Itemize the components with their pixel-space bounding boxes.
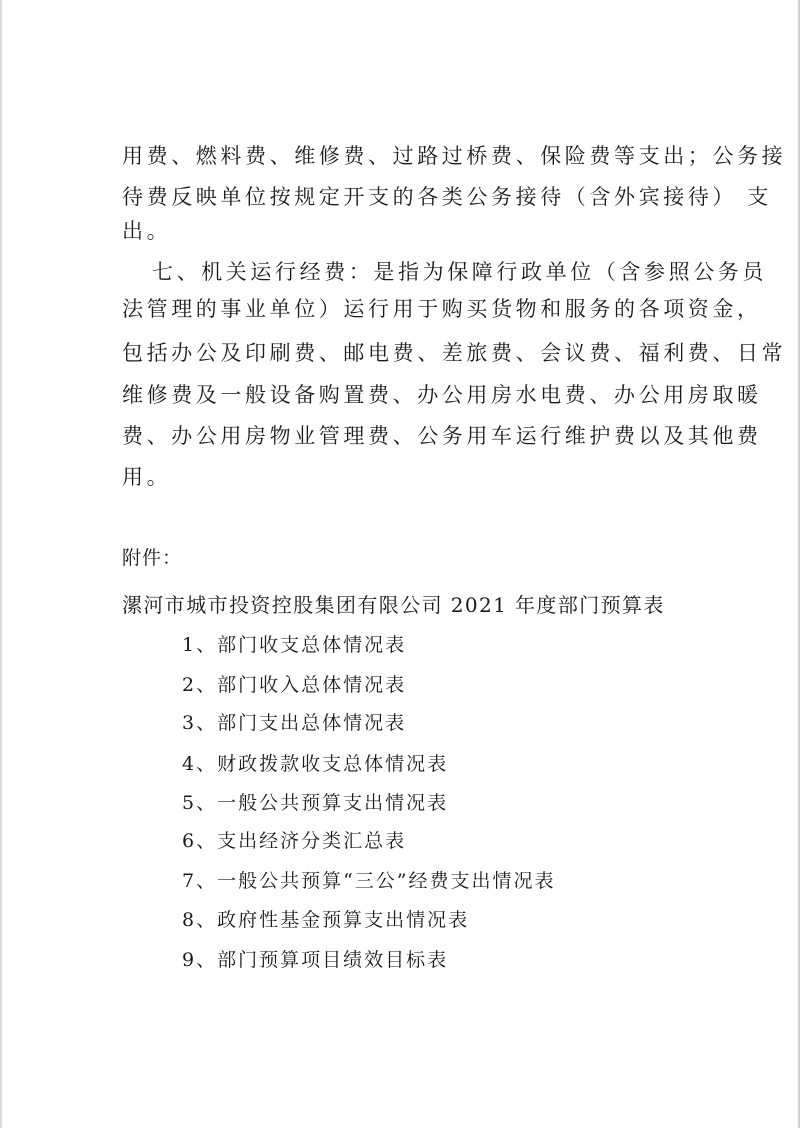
attachment-item: 7、一般公共预算“三公”经费支出情况表 bbox=[182, 870, 556, 892]
section-heading-line: 七、机关运行经费：是指为保障行政单位（含参照公务员 bbox=[152, 260, 767, 284]
attachment-label: 附件： bbox=[122, 547, 183, 569]
attachment-item: 8、政府性基金预算支出情况表 bbox=[182, 909, 470, 931]
body-line: 待费反映单位按规定开支的各类公务接待（含外宾接待） 支 bbox=[122, 185, 772, 209]
attachment-item: 4、财政拨款收支总体情况表 bbox=[182, 753, 449, 775]
attachment-item: 1、部门收支总体情况表 bbox=[182, 634, 407, 656]
attachment-item: 5、一般公共预算支出情况表 bbox=[182, 792, 449, 814]
attachment-title: 漯河市城市投资控股集团有限公司 2021 年度部门预算表 bbox=[122, 593, 665, 617]
scan-edge-left bbox=[0, 0, 3, 1128]
body-line: 法管理的事业单位）运行用于购买货物和服务的各项资金， bbox=[122, 297, 762, 321]
attachment-item: 6、支出经济分类汇总表 bbox=[182, 830, 407, 852]
body-line: 费、办公用房物业管理费、公务用车运行维护费以及其他费 bbox=[122, 424, 762, 448]
body-line: 包括办公及印刷费、邮电费、差旅费、会议费、福利费、日常 bbox=[122, 341, 787, 365]
body-line: 用。 bbox=[122, 465, 172, 489]
body-line: 出。 bbox=[122, 219, 172, 243]
attachment-item: 2、部门收入总体情况表 bbox=[182, 674, 407, 696]
body-line: 维修费及一般设备购置费、办公用房水电费、办公用房取暖 bbox=[122, 383, 762, 407]
attachment-item: 3、部门支出总体情况表 bbox=[182, 712, 407, 734]
attachment-item: 9、部门预算项目绩效目标表 bbox=[182, 949, 449, 971]
body-line: 用费、燃料费、维修费、过路过桥费、保险费等支出；公务接 bbox=[122, 144, 787, 168]
